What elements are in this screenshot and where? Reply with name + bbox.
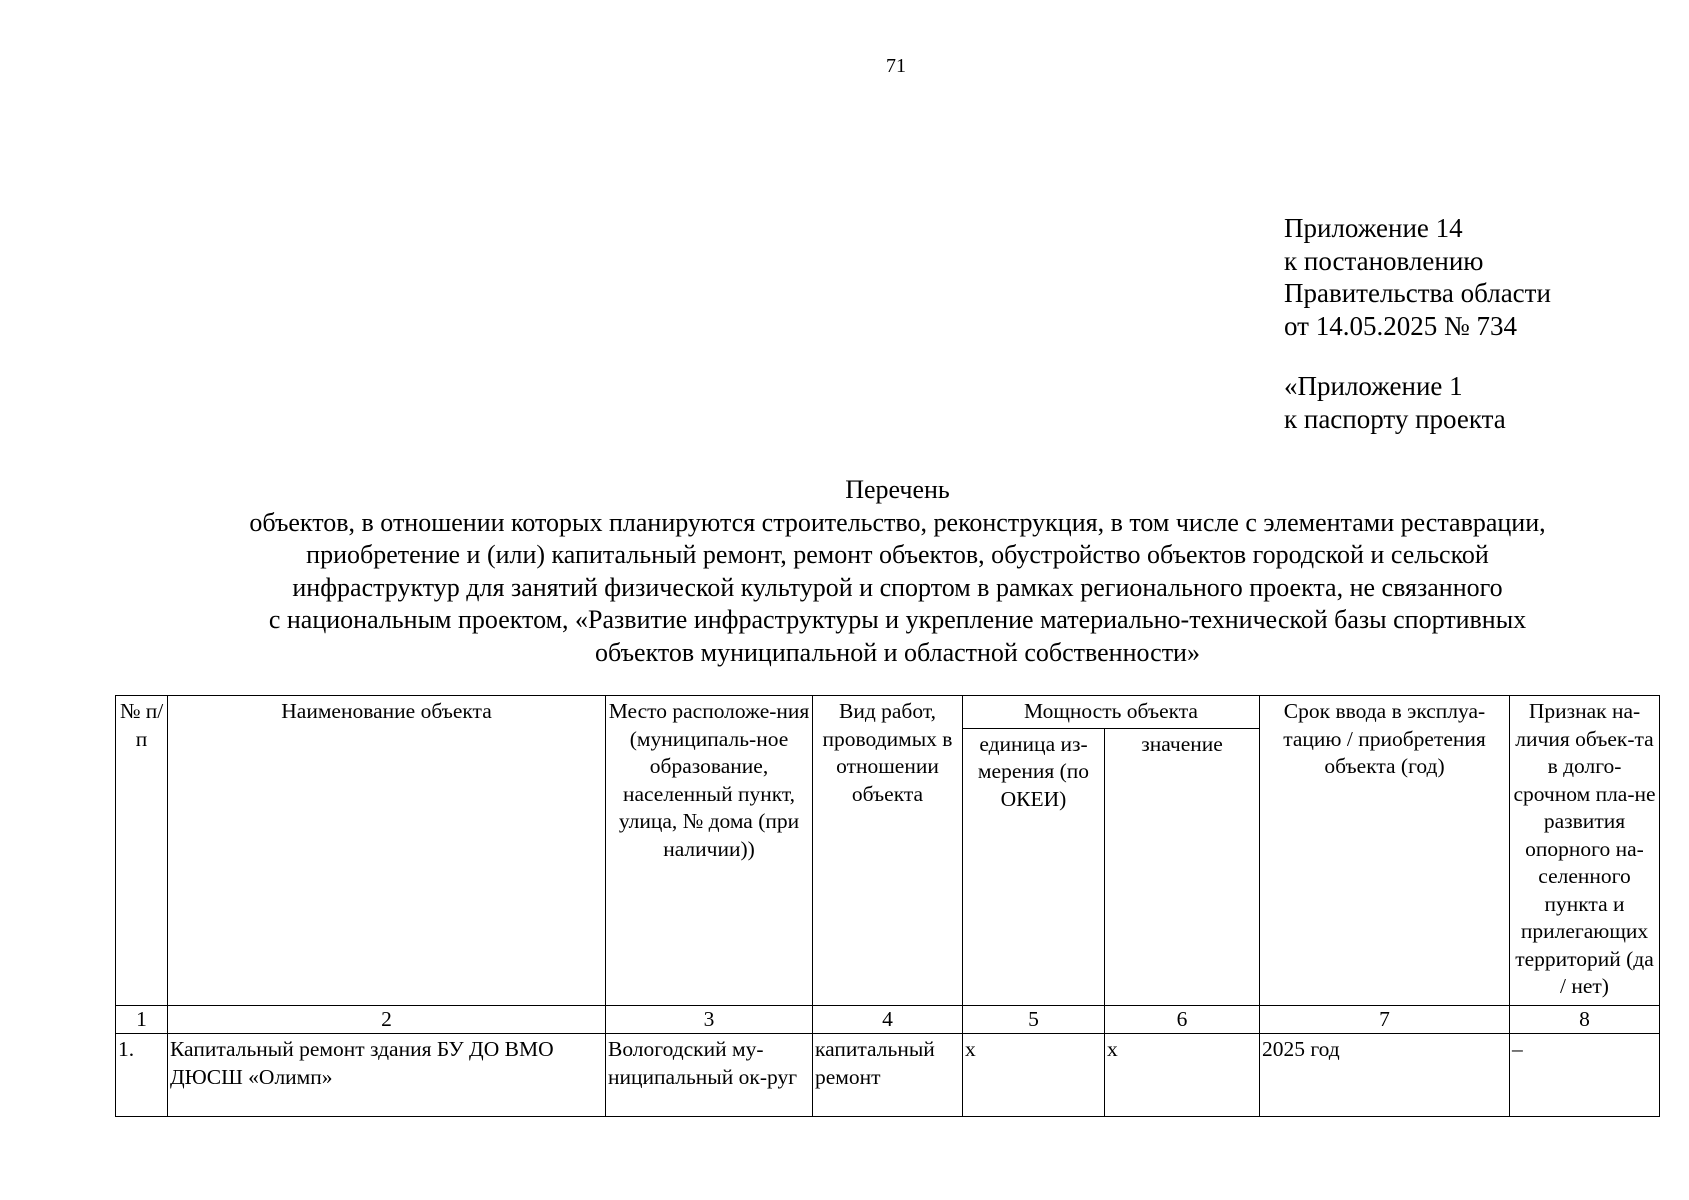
page-number: 71 — [886, 55, 906, 77]
table-row — [116, 1034, 1660, 1117]
appendix-block — [1284, 212, 1551, 435]
header-sign: Признак на-личия объек-та в долго-срочном пла-не развития опорного на-селенного пункта и прилегающих территорий (да / нет) — [1510, 696, 1660, 1006]
title-line: объектов муниципальной и областной собственности» — [595, 637, 1200, 667]
cell-work-type: капитальный ремонт — [813, 1034, 963, 1117]
cell-deadline: 2025 год — [1260, 1034, 1510, 1117]
appendix-line: Приложение 14 — [1284, 213, 1463, 243]
title-line: с национальным проектом, «Развитие инфраструктуры и укрепление материально-технической базы спортивных — [268, 605, 1527, 634]
header-capacity: Мощность объекта — [963, 696, 1260, 729]
appendix-line: Правительства области — [1284, 278, 1551, 308]
appendix-line: от 14.05.2025 № 734 — [1284, 310, 1517, 341]
title-heading: Перечень — [845, 475, 950, 504]
column-number: 2 — [168, 1005, 606, 1034]
header-num: № п/п — [116, 696, 168, 1006]
document-title — [120, 474, 1675, 669]
title-line: инфраструктур для занятий физической культурой и спортом в рамках регионального проекта, не связанного — [292, 572, 1503, 602]
header-unit: единица из-мерения (по ОКЕИ) — [963, 728, 1105, 1005]
cell-unit: х — [963, 1034, 1105, 1117]
column-number: 5 — [963, 1005, 1105, 1034]
header-name: Наименование объекта — [168, 696, 606, 1006]
appendix-line: к постановлению — [1284, 245, 1484, 276]
cell-sign: – — [1510, 1034, 1660, 1117]
cell-num: 1. — [116, 1034, 168, 1117]
header-value: значение — [1105, 728, 1260, 1005]
column-number: 6 — [1105, 1005, 1260, 1034]
cell-name: Капитальный ремонт здания БУ ДО ВМО ДЮСШ «Олимп» — [168, 1034, 606, 1117]
objects-table — [115, 695, 1660, 1117]
header-location: Место расположе-ния (муниципаль-ное образование, населенный пункт, улица, № дома (при наличии)) — [606, 696, 813, 1006]
column-number: 8 — [1510, 1005, 1660, 1034]
column-numbering-row — [116, 1005, 1660, 1034]
column-number: 1 — [116, 1005, 168, 1034]
cell-value: х — [1105, 1034, 1260, 1117]
title-line: приобретение и (или) капитальный ремонт, ремонт объектов, обустройство объектов городской и сельской — [306, 540, 1489, 569]
table-header-row — [116, 696, 1660, 729]
title-line: объектов, в отношении которых планируются строительство, реконструкция, в том числе с элементами реставрации, — [249, 507, 1546, 537]
appendix-sub-line: к паспорту проекта — [1284, 403, 1506, 434]
appendix-sub-line: «Приложение 1 — [1284, 371, 1463, 401]
header-work-type: Вид работ, проводимых в отношении объекта — [813, 696, 963, 1006]
appendix-spacer — [1284, 342, 1551, 370]
column-number: 7 — [1260, 1005, 1510, 1034]
column-number: 3 — [606, 1005, 813, 1034]
header-deadline: Срок ввода в эксплуа-тацию / приобретения объекта (год) — [1260, 696, 1510, 1006]
column-number: 4 — [813, 1005, 963, 1034]
cell-location: Вологодский му-ниципальный ок-руг — [606, 1034, 813, 1117]
